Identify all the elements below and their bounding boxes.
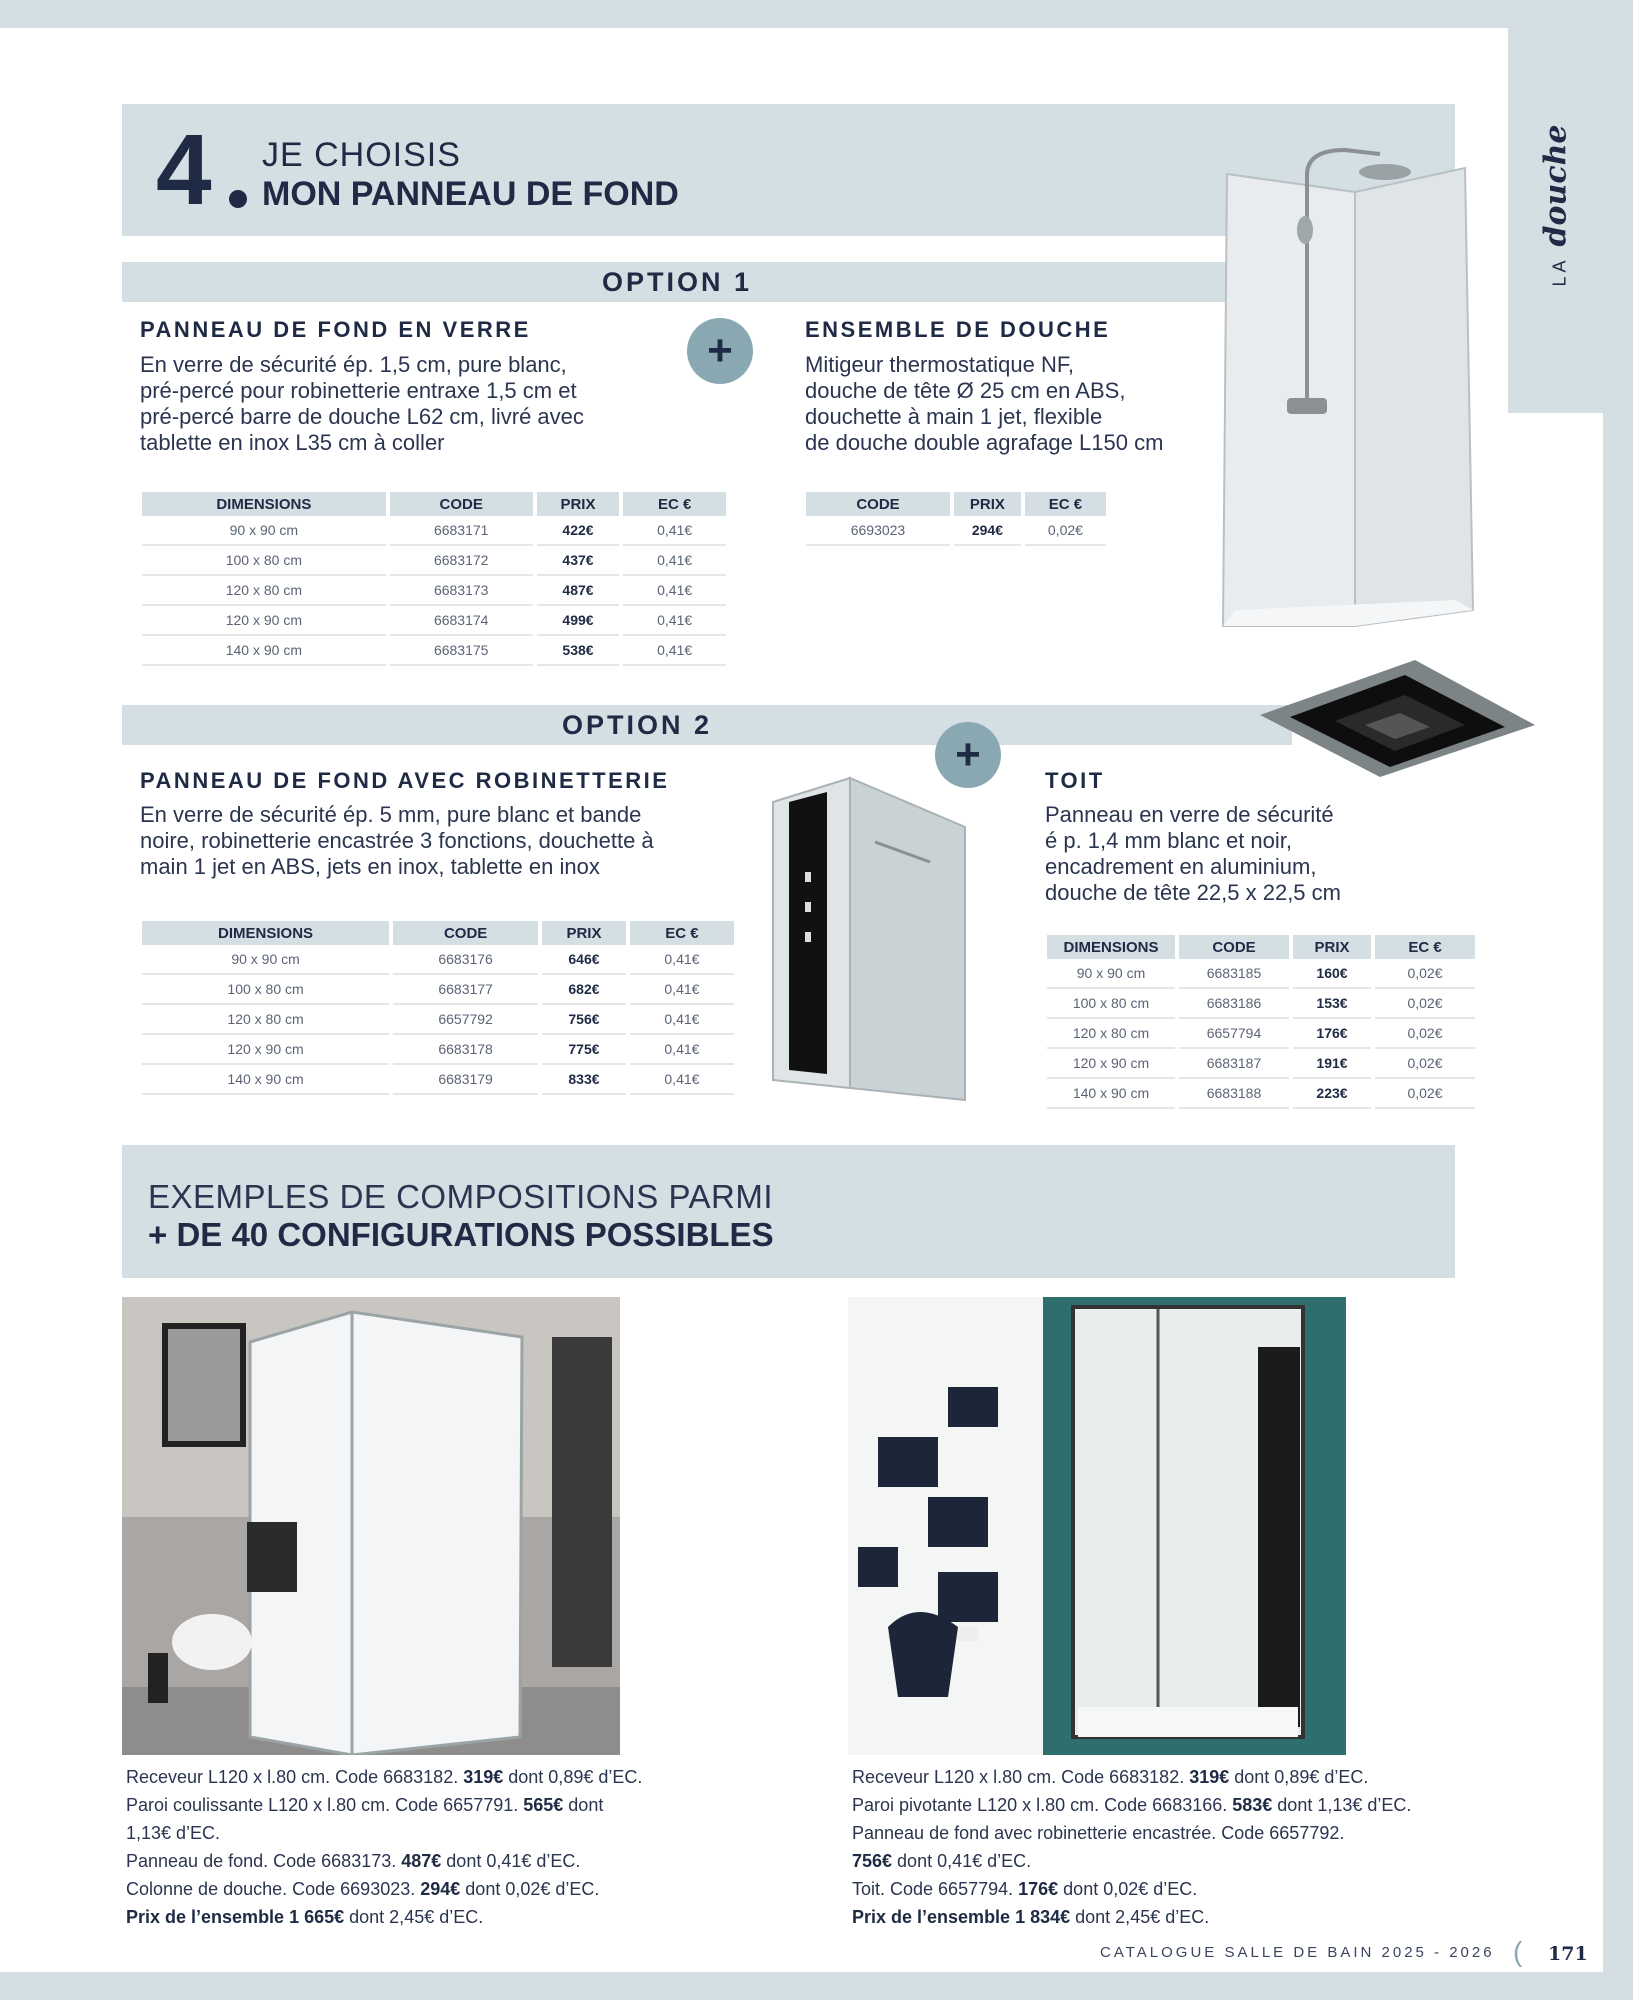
caption-line — [852, 1903, 1492, 1931]
cell: 0,41€ — [630, 1005, 734, 1035]
examples-line1: EXEMPLES DE COMPOSITIONS PARMI — [148, 1178, 774, 1215]
cell: 538€ — [537, 636, 620, 666]
caption-total: Prix de l’ensemble 1 665€ — [126, 1907, 345, 1927]
caption-text: Panneau de fond. Code 6683173. — [126, 1851, 402, 1871]
col-prix: PRIX — [542, 921, 626, 945]
col-ec: EC € — [630, 921, 734, 945]
caption-price: 756€ — [852, 1851, 893, 1871]
cell: 120 x 80 cm — [142, 576, 386, 606]
cell: 6683171 — [390, 516, 533, 546]
table-row — [142, 1005, 734, 1035]
table-row — [142, 975, 734, 1005]
caption-line — [852, 1763, 1492, 1791]
cell: 499€ — [537, 606, 620, 636]
cell: 223€ — [1293, 1079, 1371, 1109]
cell: 100 x 80 cm — [142, 546, 386, 576]
col-prix: PRIX — [537, 492, 620, 516]
table-row — [142, 576, 726, 606]
footer-bracket: ( — [1513, 1936, 1523, 1967]
cell: 0,41€ — [630, 1065, 734, 1095]
cell: 833€ — [542, 1065, 626, 1095]
table-row — [1047, 1019, 1475, 1049]
page-number: 171 — [1548, 1943, 1588, 1965]
col-code: CODE — [393, 921, 538, 945]
cell: 0,02€ — [1025, 516, 1106, 546]
cell: 487€ — [537, 576, 620, 606]
table-row — [142, 1035, 734, 1065]
table-row — [806, 516, 1106, 546]
left-caption — [126, 1763, 646, 1931]
table-row — [1047, 1049, 1475, 1079]
col-code: CODE — [1179, 935, 1289, 959]
cell: 0,02€ — [1375, 1049, 1475, 1079]
shower-set-table — [802, 492, 1110, 546]
cell: 0,41€ — [630, 975, 734, 1005]
caption-rest: dont 0,41€ d’EC. — [892, 1851, 1032, 1871]
cell: 153€ — [1293, 989, 1371, 1019]
caption-rest: dont 0,89€ d’EC. — [1229, 1767, 1369, 1787]
plus-icon-option1: + — [687, 318, 753, 384]
side-tab-label — [1508, 124, 1603, 286]
panel-robinetterie-title: PANNEAU DE FOND AVEC ROBINETTERIE — [140, 768, 670, 793]
table-row — [142, 546, 726, 576]
plus-icon-option2: + — [935, 722, 1001, 788]
cell: 100 x 80 cm — [1047, 989, 1175, 1019]
cell: 0,41€ — [623, 576, 726, 606]
col-dimensions: DIMENSIONS — [1047, 935, 1175, 959]
cell: 120 x 80 cm — [1047, 1019, 1175, 1049]
caption-line — [126, 1763, 646, 1791]
caption-text: Panneau de fond avec robinetterie encastrée. Code 6657792. — [852, 1823, 1345, 1843]
cell: 6683185 — [1179, 959, 1289, 989]
roof-title: TOIT — [1045, 768, 1105, 793]
bathroom-photo-left — [122, 1297, 620, 1755]
step-number: 4 — [156, 114, 212, 226]
cell: 0,41€ — [630, 945, 734, 975]
cell: 160€ — [1293, 959, 1371, 989]
caption-rest: dont 1,13€ d’EC. — [1272, 1795, 1412, 1815]
cell: 756€ — [542, 1005, 626, 1035]
cell: 90 x 90 cm — [142, 945, 389, 975]
panel-robinetterie-table — [138, 921, 738, 1095]
header-line2: MON PANNEAU DE FOND — [262, 175, 679, 213]
cell: 176€ — [1293, 1019, 1371, 1049]
caption-text: Paroi coulissante L120 x l.80 cm. Code 6657791. — [126, 1795, 524, 1815]
shower-panel-image — [1215, 140, 1475, 630]
caption-rest: dont 0,02€ d’EC. — [1058, 1879, 1198, 1899]
option2-band — [122, 705, 1292, 745]
caption-price: 319€ — [463, 1767, 504, 1787]
cell: 0,02€ — [1375, 1019, 1475, 1049]
cell: 90 x 90 cm — [142, 516, 386, 546]
panel-robinetterie-desc: En verre de sécurité ép. 5 mm, pure blanc et bande noire, robinetterie encastrée 3 fonctions, douchette à main 1 jet en ABS, jets en inox, tablette en inox — [140, 802, 654, 879]
caption-rest: dont 2,45€ d’EC. — [1070, 1907, 1210, 1927]
caption-rest: dont 0,02€ d’EC. — [460, 1879, 600, 1899]
examples-line2: + DE 40 CONFIGURATIONS POSSIBLES — [148, 1216, 774, 1253]
panel-glass-desc: En verre de sécurité ép. 1,5 cm, pure blanc, pré-percé pour robinetterie entraxe 1,5 cm et pré-percé barre de douche L62 cm, livré avec tablette en inox L35 cm à coller — [140, 352, 584, 455]
bathroom-photo-right — [848, 1297, 1346, 1755]
cell: 120 x 90 cm — [142, 1035, 389, 1065]
panel-glass-table — [138, 492, 730, 666]
cell: 6683176 — [393, 945, 538, 975]
caption-rest: dont 1,13€ d’EC. — [126, 1795, 604, 1843]
cell: 0,02€ — [1375, 959, 1475, 989]
table-row — [142, 516, 726, 546]
col-dimensions: DIMENSIONS — [142, 921, 389, 945]
table-row — [1047, 989, 1475, 1019]
cell: 422€ — [537, 516, 620, 546]
cell: 191€ — [1293, 1049, 1371, 1079]
cell: 140 x 90 cm — [142, 1065, 389, 1095]
roof-desc: Panneau en verre de sécurité é p. 1,4 mm blanc et noir, encadrement en aluminium, douche de tête 22,5 x 22,5 cm — [1045, 802, 1341, 905]
table-row — [142, 945, 734, 975]
cell: 140 x 90 cm — [142, 636, 386, 666]
caption-text: Paroi pivotante L120 x l.80 cm. Code 6683166. — [852, 1795, 1233, 1815]
cell: 140 x 90 cm — [1047, 1079, 1175, 1109]
step-dot — [229, 190, 247, 208]
cell: 6683175 — [390, 636, 533, 666]
cell: 775€ — [542, 1035, 626, 1065]
caption-line — [852, 1791, 1492, 1819]
option2-label: OPTION 2 — [561, 709, 713, 740]
side-tab-la: LA — [1549, 255, 1569, 286]
cell: 6693023 — [806, 516, 950, 546]
roof-image — [1255, 655, 1540, 785]
col-ec: EC € — [1025, 492, 1106, 516]
caption-rest: dont 0,41€ d’EC. — [441, 1851, 581, 1871]
shower-set-desc: Mitigeur thermostatique NF, douche de tête Ø 25 cm en ABS, douchette à main 1 jet, flexible de douche double agrafage L150 cm — [805, 352, 1164, 455]
cell: 6657792 — [393, 1005, 538, 1035]
caption-text: Colonne de douche. Code 6693023. — [126, 1879, 421, 1899]
cell: 6683178 — [393, 1035, 538, 1065]
col-prix: PRIX — [954, 492, 1021, 516]
cell: 6683173 — [390, 576, 533, 606]
col-dimensions: DIMENSIONS — [142, 492, 386, 516]
cell: 90 x 90 cm — [1047, 959, 1175, 989]
cell: 120 x 80 cm — [142, 1005, 389, 1035]
roof-table — [1043, 935, 1479, 1109]
top-border — [0, 0, 1633, 28]
cell: 0,41€ — [630, 1035, 734, 1065]
header-line1: JE CHOISIS — [262, 136, 461, 174]
table-row — [142, 1065, 734, 1095]
table-row — [142, 636, 726, 666]
cell: 437€ — [537, 546, 620, 576]
caption-price: 176€ — [1018, 1879, 1059, 1899]
robinetterie-panel-image — [765, 772, 970, 1102]
caption-price: 319€ — [1189, 1767, 1230, 1787]
caption-price: 565€ — [523, 1795, 564, 1815]
caption-line — [852, 1875, 1492, 1903]
table-row — [142, 606, 726, 636]
caption-price: 294€ — [420, 1879, 461, 1899]
table-row — [1047, 959, 1475, 989]
cell: 682€ — [542, 975, 626, 1005]
cell: 6683188 — [1179, 1079, 1289, 1109]
caption-rest: dont 2,45€ d’EC. — [344, 1907, 484, 1927]
bottom-border — [0, 1972, 1633, 2000]
cell: 6683179 — [393, 1065, 538, 1095]
cell: 6683186 — [1179, 989, 1289, 1019]
caption-text: Receveur L120 x l.80 cm. Code 6683182. — [852, 1767, 1190, 1787]
caption-line — [126, 1903, 646, 1931]
cell: 0,41€ — [623, 606, 726, 636]
cell: 120 x 90 cm — [142, 606, 386, 636]
cell: 0,41€ — [623, 516, 726, 546]
cell: 6683187 — [1179, 1049, 1289, 1079]
option1-band — [122, 262, 1232, 302]
right-border — [1603, 0, 1633, 2000]
col-code: CODE — [806, 492, 950, 516]
caption-total: Prix de l’ensemble 1 834€ — [852, 1907, 1071, 1927]
caption-rest: dont 0,89€ d’EC. — [503, 1767, 643, 1787]
caption-line — [126, 1791, 646, 1847]
cell: 6683172 — [390, 546, 533, 576]
cell: 120 x 90 cm — [1047, 1049, 1175, 1079]
shower-set-title: ENSEMBLE DE DOUCHE — [805, 317, 1111, 342]
caption-line — [852, 1847, 1492, 1875]
col-prix: PRIX — [1293, 935, 1371, 959]
cell: 646€ — [542, 945, 626, 975]
caption-text: Toit. Code 6657794. — [852, 1879, 1019, 1899]
col-ec: EC € — [1375, 935, 1475, 959]
caption-line — [126, 1847, 646, 1875]
caption-line — [126, 1875, 646, 1903]
table-row — [1047, 1079, 1475, 1109]
caption-price: 487€ — [401, 1851, 442, 1871]
cell: 0,02€ — [1375, 1079, 1475, 1109]
cell: 0,41€ — [623, 546, 726, 576]
panel-glass-title: PANNEAU DE FOND EN VERRE — [140, 317, 531, 342]
cell: 6683177 — [393, 975, 538, 1005]
cell: 6657794 — [1179, 1019, 1289, 1049]
caption-price: 583€ — [1232, 1795, 1273, 1815]
cell: 6683174 — [390, 606, 533, 636]
cell: 294€ — [954, 516, 1021, 546]
caption-line — [852, 1819, 1492, 1847]
caption-text: Receveur L120 x l.80 cm. Code 6683182. — [126, 1767, 464, 1787]
cell: 100 x 80 cm — [142, 975, 389, 1005]
cell: 0,02€ — [1375, 989, 1475, 1019]
footer-catalogue: CATALOGUE SALLE DE BAIN 2025 - 2026 — [1100, 1944, 1495, 1961]
right-caption — [852, 1763, 1492, 1931]
cell: 0,41€ — [623, 636, 726, 666]
side-tab-douche: douche — [1538, 124, 1573, 246]
col-code: CODE — [390, 492, 533, 516]
col-ec: EC € — [623, 492, 726, 516]
option1-label: OPTION 1 — [601, 266, 753, 297]
